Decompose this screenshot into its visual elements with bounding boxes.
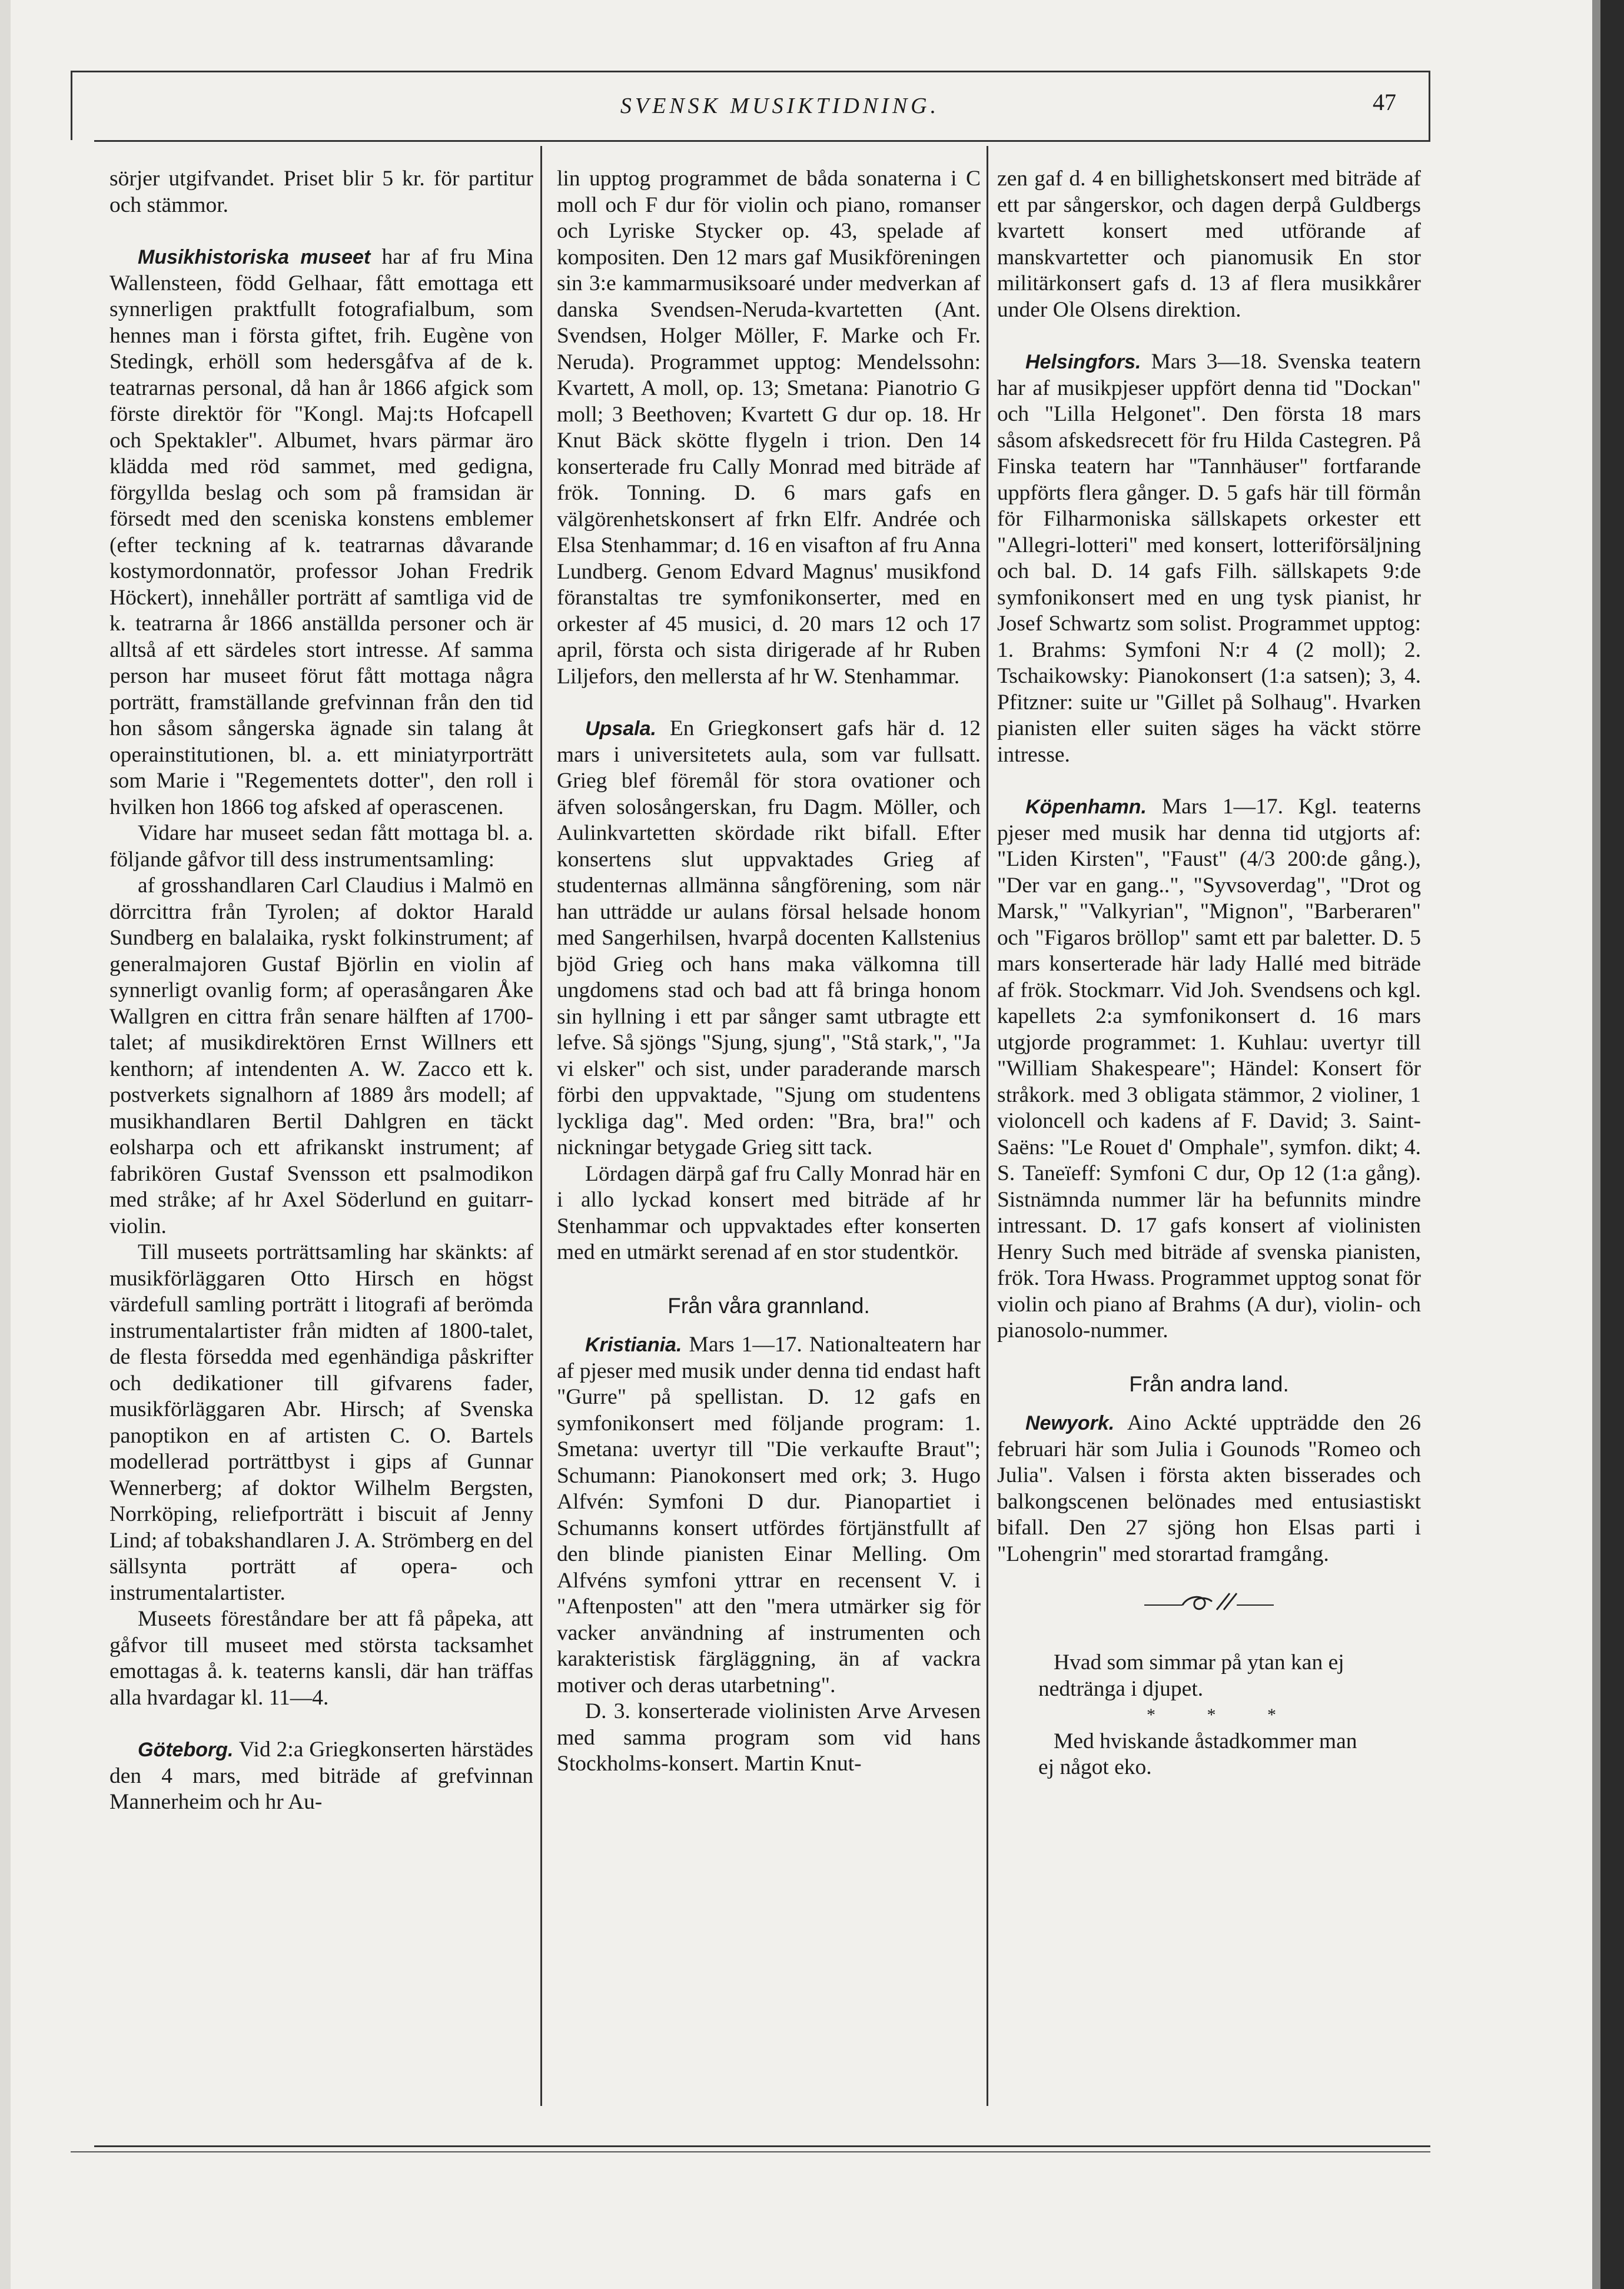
running-title: SVENSK MUSIKTIDNING. [620,94,940,118]
scan-binding-edge [1592,0,1600,2289]
scan-shadow [0,0,11,2289]
verse-line: Med hviskande åstadkommer man [1054,1729,1357,1753]
asterism: * * * [1147,1705,1300,1725]
section-label: Newyork. [1025,1412,1115,1434]
column-2 [557,166,981,1778]
paragraph: Lördagen därpå gaf fru Cally Monrad här en i allo lyckad konsert med biträde af hr Stenhammar och uppvaktades efter konserten med en utmärkt serenad af en stor studentkör. [557,1161,981,1264]
scan-background-edge [1600,0,1624,2289]
column-rule-right [987,146,988,2106]
paragraph: sörjer utgifvandet. Priset blir 5 kr. för partitur och stämmor. [109,167,533,217]
paragraph [557,716,981,1161]
paragraph [997,1410,1421,1567]
paragraph: Till museets porträttsamling har skänkts: af musikförläggaren Otto Hirsch en högst värdefull samling porträtt i litografi af berömda instrumentalartister från midten af 1800-talet, de flesta försedda med egenhändiga påskrifter och dedikationer till gifvarens fader, musikförläggaren Abr. Hirsch; af Svenska panoptikon en af artisten C. O. Bartels modellerad porträttbyst i gips af Gunnar Wennerberg; af doktor Wilhelm Bergsten, Norrköping, reliefporträtt i biscuit af Jenny Lind; af tobakshandlaren J. A. Strömberg en del sällsynta porträtt af opera- och instrumentalartister. [109,1240,533,1605]
section-label: Göteborg. [138,1739,234,1761]
column-rule-left [540,146,542,2106]
paragraph [109,244,533,820]
verse-line: ej något eko. [1038,1755,1152,1779]
paragraph [997,794,1421,1344]
paragraph-text: Mars 1—17. Nationalteatern har af pjeser med musik under denna tid endast haft "Gurre" på spellistan. D. 12 gafs en symfonikonsert med följande program: 1. Smetana: uvertyr till "Die verkaufte Braut"; Schumann: Pianokonsert med ork; 3. Hugo Alfvén: Symfoni D dur. Pianopartiet i Schumanns konsert utfördes förtjänstfullt af den blinde pianisten Einar Melling. Om Alfvéns symfoni yttrar en recensent V. i "Aftenposten" att den "mera utmärker sig för vacker användning af instrumenten och karakteristisk färgläggning, än af vackra motiver och deras utarbetning". [557,1333,981,1697]
paragraph: af grosshandlaren Carl Claudius i Malmö en dörrcittra från Tyrolen; af doktor Harald Sundberg en balalaika, ryskt folkinstrument; af generalmajoren Gustaf Björlin en violin af synnerligt ovanlig form; af operasångaren Åke Wallgren en cittra från senare hälften af 1700-talet; af musikdirektören Ernst Willners ett kenthorn; af intendenten A. W. Zacco ett k. postverkets signalhorn af 1889 års modell; af musikhandlaren Bertil Dahlgren en täckt eolsharpa och ett afrikanskt instrument; af fabrikören Gustaf Svensson ett psalmodikon med stråke; af hr Axel Söderlund en guitarr-violin. [109,873,533,1238]
section-label: Musikhistoriska museet [138,246,371,268]
paragraph-text: Mars 3—18. Svenska teatern har af musikpjeser uppfört denna tid "Dockan" och "Lilla Helgonet". Den första 18 mars såsom afskedsrecett för fru Hilda Castegren. På Finska teatern har "Tannhäuser" fortfarande uppförts flera gånger. D. 5 gafs här till förmån för Filharmoniska sällskapets orkester ett "Allegri-lotteri" med konsert, lotteriförsäljning och bal. D. 14 gafs Filh. sällskapets 9:de symfonikonsert med en ung tysk pianist, hr Josef Schwartz som solist. Programmet upptog: 1. Brahms: Symfoni N:r 4 (2 moll); 2. Tschaikowsky: Pianokonsert (1:a satsen); 3, 4. Pfitzner: suite ur "Gillet på Solhaug". Hvarken pianisten eller suiten säges ha väckt större intresse. [997,350,1421,767]
ornament-flourish-icon [1141,1587,1277,1616]
paragraph: D. 3. konserterade violinisten Arve Arvesen med samma program som vid hans Stockholms-konsert. Martin Knut- [557,1699,981,1776]
column-1 [109,166,533,1816]
paragraph-text: har af fru Mina Wallensteen, född Gelhaar, fått emottaga ett synnerligen praktfullt fotografialbum, som hennes man i första giftet, frih. Eugène von Stedingk, erhöll som hedersgåfva af de k. teatrarnas personal, då han år 1866 afgick som förste direktör för "Kongl. Maj:ts Hofcapell och Spektakler". Albumet, hvars pärmar äro klädda med röd sammet, med gedigna, förgyllda beslag och som på framsidan är försedt med den sceniska konstens emblemer (efter teckning af k. teatrarnas dåvarande kostymordonnatör, professor Johan Fredrik Höckert), innehåller porträtt af samtliga vid de k. teatrarna år 1866 anställda personer och är alltså af ett särdeles stort intresse. Af samma person har museet förut fått mottaga några porträtt, framställande grefvinnan från den tid hon såsom sångerska ägnade sin talang åt operainstitutionen, bl. a. ett miniatyrporträtt som Marie i "Regementets dotter", den roll i hvilken hon 1866 tog afsked af operascenen. [109,245,533,819]
page-number: 47 [1373,89,1396,115]
paragraph-text: Vid 2:a Griegkonserten härstädes den 4 mars, med biträde af grefvinnan Mannerheim och hr Au- [109,1737,533,1814]
verse-line: nedtränga i djupet. [1038,1676,1204,1701]
section-heading: Från våra grannland. [667,1293,870,1318]
footer-rule-thin [71,2151,1430,2152]
section-label: Köpenhamn. [1025,796,1147,818]
section-label: Kristiania. [585,1334,682,1356]
paragraph-text: En Griegkonsert gafs här d. 12 mars i universitetets aula, som var fullsatt. Grieg blef föremål för stora ovationer och äfven solosångerskan, fru Dagm. Möller, och Aulinkvartetten skördade rikt bifall. Efter konsertens slut uppvaktades Grieg af studenternas allmänna sångförening, som när han utträdde ur aulans försal helsade honom med Sangerhilsen, hvarpå docenten Kallstenius bjöd Grieg och hans maka välkomna till ungdomens stad och bad att få bringa honom sin hyllning i ett par sånger samt utbragte ett lefve. Så sjöngs "Sjung, sjung", "Stå stark,", "Ja vi elsker" och sist, under paraderande marsch förbi den uppvaktade, "Sjung om studentens lyckliga dag". Med orden: "Bra, bra!" och nickningar betygade Grieg sitt tack. [557,716,981,1160]
paragraph-text: Aino Ackté uppträdde den 26 februari här som Julia i Gounods "Romeo och Julia". Valsen i första akten bisserades och balkongscenen belönades med entusiastiskt bifall. Den 27 sjöng hon Elsas parti i "Lohengrin" med storartad framgång. [997,1411,1421,1566]
verse-line: Hvad som simmar på ytan kan ej [1054,1650,1344,1675]
footer-rule [94,2145,1430,2147]
section-heading: Från andra land. [1129,1371,1289,1396]
paragraph: Museets föreståndare ber att få påpeka, att gåfvor till museet med största tacksamhet emottagas å. k. teaterns kansli, där han träffas alla hvardagar kl. 11—4. [109,1607,533,1710]
paragraph [109,1737,533,1816]
paragraph-text: Mars 1—17. Kgl. teaterns pjeser med musik har denna tid utgjorts af: "Liden Kirsten", "Faust" (4/3 200:de gång.), "Der var en gang..", "Syvsoverdag", "Drot og Marsk," "Valkyrian", "Mignon", "Barberaren" och "Figaros bröllop" samt ett par baletter. D. 5 mars konserterade här lady Hallé med biträde af frök. Stockmarr. Vid Joh. Svendsens och kgl. kapellets 2:a symfonikonsert d. 16 mars utgjorde programmet: 1. Kuhlau: uvertyr till "William Shakespeare"; Händel: Konsert för stråkork. med 3 obligata stämmor, 2 violiner, 1 violoncell och kadens af F. David; 3. Saint-Saëns: "Le Rouet d' Omphale", symfon. dikt; 4. S. Taneïeff: Symfoni C dur, Op 12 (1:a gång). Sistnämnda nummer lär ha befunnits mindre intressant. D. 17 gafs konsert af violinisten Henry Such med biträde af svenska pianisten, frök. Tora Hwass. Programmet upptog sonat för violin och piano af Brahms (A dur), violin- och pianosolo-nummer. [997,795,1422,1343]
paragraph: lin upptog programmet de båda sonaterna i C moll och F dur för violin och piano, romanser och Lyriske Stycker op. 43, spelade af kompositen. Den 12 mars gaf Musikföreningen sin 3:e kammarmusiksoaré under medverkan af danska Svendsen-Neruda-kvartetten (Ant. Svendsen, Holger Möller, F. Marke och Fr. Neruda). Programmet upptog: Mendelssohn: Kvartett, A moll, op. 13; Smetana: Pianotrio G moll; 3 Beethoven; Kvartett G dur op. 18. Hr Knut Bäck skötte flygeln i trion. Den 14 konserterade fru Cally Monrad med biträde af frök. Tonning. D. 6 mars gafs en välgörenhetskonsert af frkn Elfr. Andrée och Elsa Stenhammar; d. 16 en visafton af fru Anna Lundberg. Genom Edvard Magnus' musikfond föranstaltas tre symfonikonserter, med en orkester af 45 musici, d. 20 mars 12 och 17 april, första och sista dirigerade af hr Ruben Liljefors, den mellersta af hr W. Stenhammar. [557,167,981,689]
paragraph: zen gaf d. 4 en billighetskonsert med biträde af ett par sångerskor, och dagen derpå Guldbergs kvartett konsert med utförande af manskvartetter och pianomusik En stor militärkonsert gafs d. 13 af flera musikkårer under Ole Olsens direktion. [997,167,1421,322]
paragraph [557,1332,981,1699]
paragraph [997,349,1421,768]
header-rule [94,140,1430,142]
paragraph: Vidare har museet sedan fått mottaga bl. a. följande gåfvor till dess instrumentsamling: [109,821,533,872]
section-label: Helsingfors. [1025,351,1141,373]
column-3 [997,166,1421,1781]
section-label: Upsala. [585,717,656,740]
